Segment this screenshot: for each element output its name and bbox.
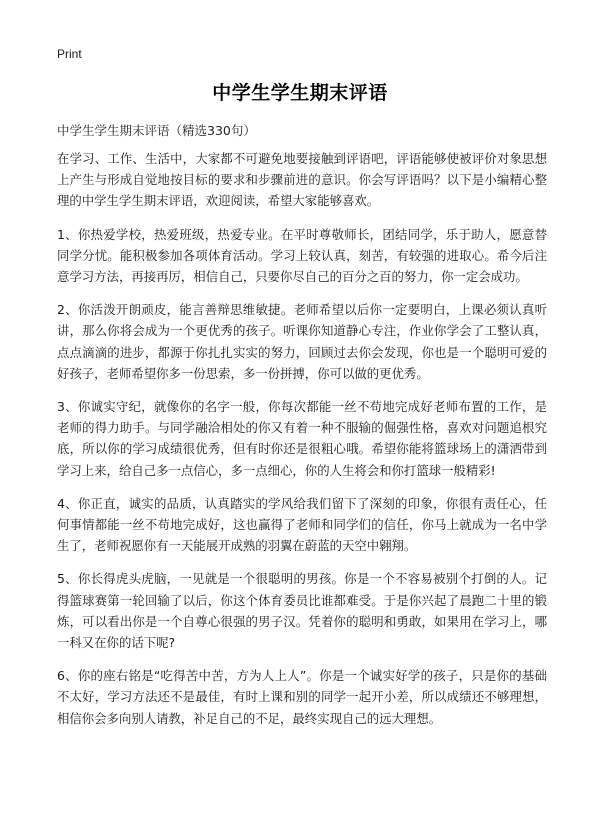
intro-paragraph: 在学习、工作、生活中，大家都不可避免地要接触到评语吧，评语能够使被评价对象思想上产生与形成自觉地按目标的要求和步骤前进的意识。你会写评语吗？以下是小编精心整理的中学生学生期末评语，欢迎阅读，希望大家能够喜欢。 bbox=[57, 151, 547, 209]
comment-paragraph-5: 5、你长得虎头虎脑，一见就是一个很聪明的男孩。你是一个不容易被别个打倒的人。记得篮球赛第一轮回输了以后，你这个体育委员比谁都难受。于是你兴起了晨跑二十里的锻炼，可以看出你是一个自尊心很强的男子汉。凭着你的聪明和勇敢，如果用在学习上，哪一科又在你的话下呢? bbox=[57, 571, 547, 651]
comment-paragraph-2: 2、你活泼开朗顽皮，能言善辩思维敏捷。老师希望以后你一定要明白，上课必须认真听讲，那么你将会成为一个更优秀的孩子。听课你知道静心专注，作业你学会了工整认真，点点滴滴的进步，都源于你扎扎实实的努力，回顾过去你会发现，你也是一个聪明可爱的好孩子，老师希望你多一份思索，多一份拼搏，你可以做的更优秀。 bbox=[57, 302, 547, 381]
comment-paragraph-3: 3、你诚实守纪，就像你的名字一般，你每次都能一丝不苟地完成好老师布置的工作，是老师的得力助手。与同学融洽相处的你又有着一种不服输的倔强性格，喜欢对问题追根究底，所以你的学习成绩很优秀，但有时你还是很粗心哦。希望你能将篮球场上的潇洒带到学习上来，给自己多一点信心，多一点细心，你的人生将会和你打篮球一般精彩! bbox=[57, 399, 547, 478]
print-link[interactable]: Print bbox=[57, 47, 82, 61]
article-subtitle: 中学生学生期末评语（精选330句） bbox=[57, 123, 256, 138]
comment-paragraph-1: 1、你热爱学校，热爱班级，热爱专业。在平时尊敬师长，团结同学，乐于助人，愿意替同学分忧。能积极参加各项体育活动。学习上较认真，刻苦，有较强的进取心。希今后注意学习方法，再接再厉，相信自己，只要你尽自己的百分之百的努力，你一定会成功。 bbox=[57, 226, 547, 285]
comment-paragraph-6: 6、你的座右铭是“吃得苦中苦，方为人上人”。你是一个诚实好学的孩子，只是你的基础不太好，学习方法还不是最佳，有时上课和别的同学一起开小差，所以成绩还不够理想，相信你会多向别人请教，补足自己的不足，最终实现自己的远大理想。 bbox=[57, 668, 547, 726]
comment-paragraph-4: 4、你正直，诚实的品质，认真踏实的学风给我们留下了深刻的印象，你很有责任心，任何事情都能一丝不苟地完成好，这也赢得了老师和同学们的信任，你马上就成为一名中学生了，老师祝愿你有一天能展开成熟的羽翼在蔚蓝的天空中翱翔。 bbox=[57, 495, 547, 554]
article-body bbox=[57, 148, 547, 741]
page-title: 中学生学生期末评语 bbox=[212, 82, 388, 104]
